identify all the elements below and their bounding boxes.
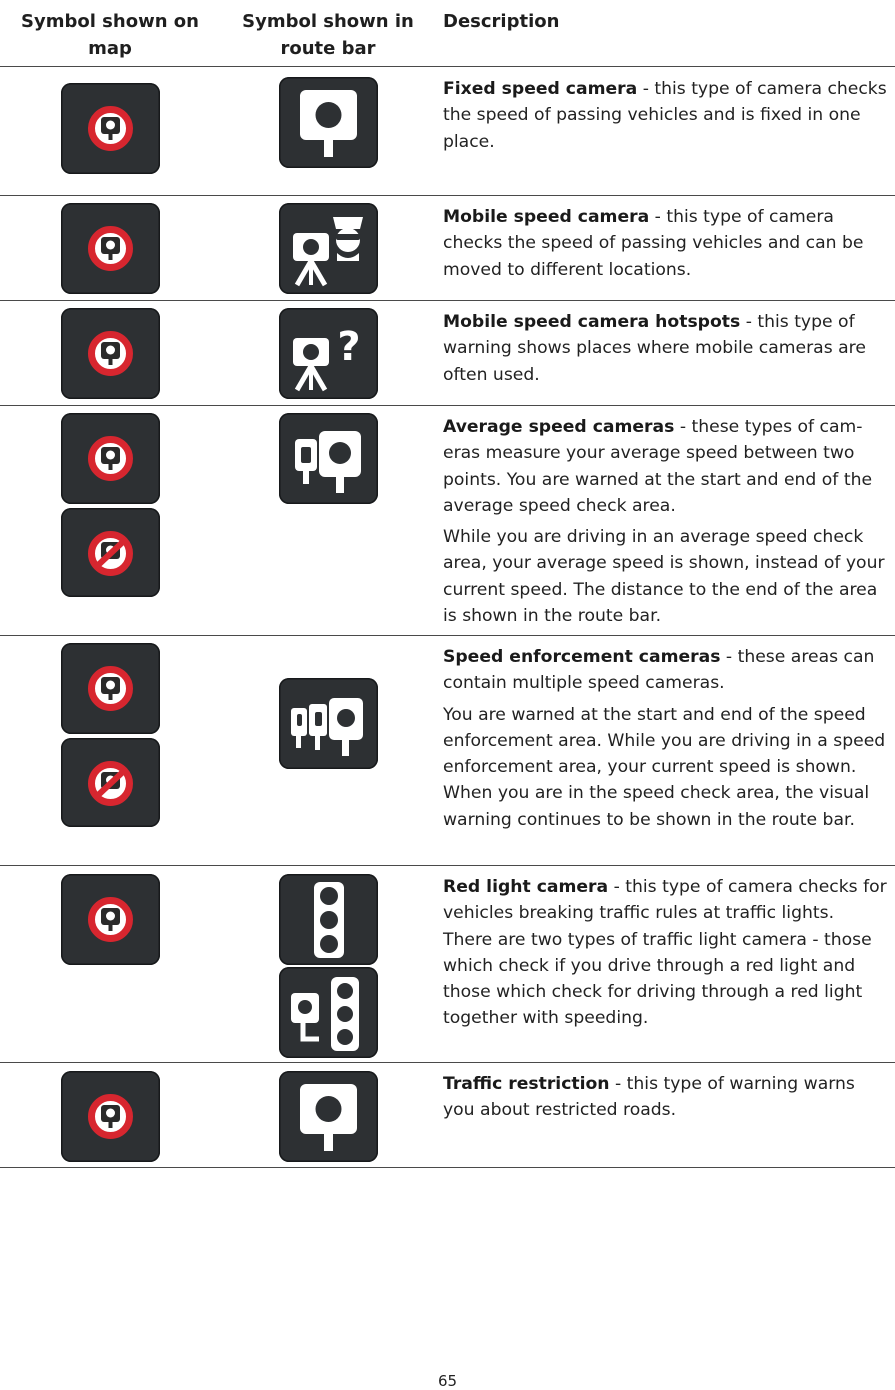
traffic-restriction-icon <box>279 1071 378 1162</box>
row-description <box>443 414 888 634</box>
table-row <box>0 866 895 1062</box>
header-map-symbol: Symbol shown on map <box>21 11 199 59</box>
header-route-bar-symbol: Symbol shown in route bar <box>242 11 414 59</box>
map-camera-icon <box>61 874 160 965</box>
row-text: - these types of cam-eras measure your average speed between two points. You are warned at the start and end of the average speed check area. <box>443 417 873 516</box>
row-title: Mobile speed camera <box>443 207 650 227</box>
header-description: Description <box>443 11 560 32</box>
hotspot-camera-icon <box>279 308 378 399</box>
row-title: Fixed speed camera <box>443 79 638 99</box>
speed-enforcement-camera-icon <box>279 678 378 769</box>
row-title: Mobile speed camera hotspots <box>443 312 741 332</box>
map-zone-end-icon <box>61 508 160 597</box>
row-text-secondary: While you are driving in an average speed check area, your average speed is shown, instead of your current speed. The distance to the end of the area is shown in the route bar. <box>443 527 885 627</box>
row-description <box>443 1071 888 1129</box>
row-title: Speed enforcement cameras <box>443 647 721 667</box>
page-number: 65 <box>437 1372 458 1390</box>
svg-text:?: ? <box>337 324 361 370</box>
table-row <box>0 301 895 405</box>
map-camera-icon <box>61 83 160 174</box>
row-description <box>443 309 888 393</box>
row-text: - this type of camera checks for vehicles breaking traffic rules at traffic lights. There are two types of traffic light camera - those which check if you drive through a red light and those which check for driving through a red light together with speeding. <box>443 877 887 1029</box>
fixed-camera-icon <box>279 77 378 168</box>
mobile-camera-icon <box>279 203 378 294</box>
row-description <box>443 874 888 1037</box>
map-camera-icon <box>61 203 160 294</box>
map-camera-icon <box>61 643 160 734</box>
row-description <box>443 204 888 288</box>
row-description <box>443 76 888 160</box>
row-title: Average speed cameras <box>443 417 675 437</box>
table-row <box>0 196 895 300</box>
table-row <box>0 1063 895 1167</box>
row-text-secondary: You are warned at the start and end of the speed enforcement area. While you are driving in a speed enforcement area, your current speed is shown. When you are in the speed check area, the visual warning continues to be shown in the route bar. <box>443 704 886 830</box>
row-text: - this type of warning shows places where mobile cameras are often used. <box>443 312 866 385</box>
traffic-light-icon <box>279 874 378 965</box>
table-row <box>0 406 895 635</box>
row-description <box>443 644 888 838</box>
red-light-speed-camera-icon <box>279 967 378 1058</box>
table-row <box>0 636 895 865</box>
divider <box>0 1167 895 1168</box>
table-row <box>0 67 895 195</box>
row-text: - this type of camera checks the speed of passing vehicles and is fixed in one place. <box>443 79 887 152</box>
row-title: Traffic restriction <box>443 1074 610 1094</box>
map-camera-icon <box>61 413 160 504</box>
row-text: - these areas can contain multiple speed cameras. <box>443 647 875 694</box>
row-text: - this type of warning warns you about restricted roads. <box>443 1074 855 1121</box>
table-header <box>0 0 895 66</box>
average-speed-camera-icon <box>279 413 378 504</box>
row-title: Red light camera <box>443 877 609 897</box>
map-camera-icon <box>61 1071 160 1162</box>
map-camera-icon <box>61 308 160 399</box>
map-zone-end-icon <box>61 738 160 827</box>
row-text: - this type of camera checks the speed of passing vehicles and can be moved to different locations. <box>443 207 864 280</box>
